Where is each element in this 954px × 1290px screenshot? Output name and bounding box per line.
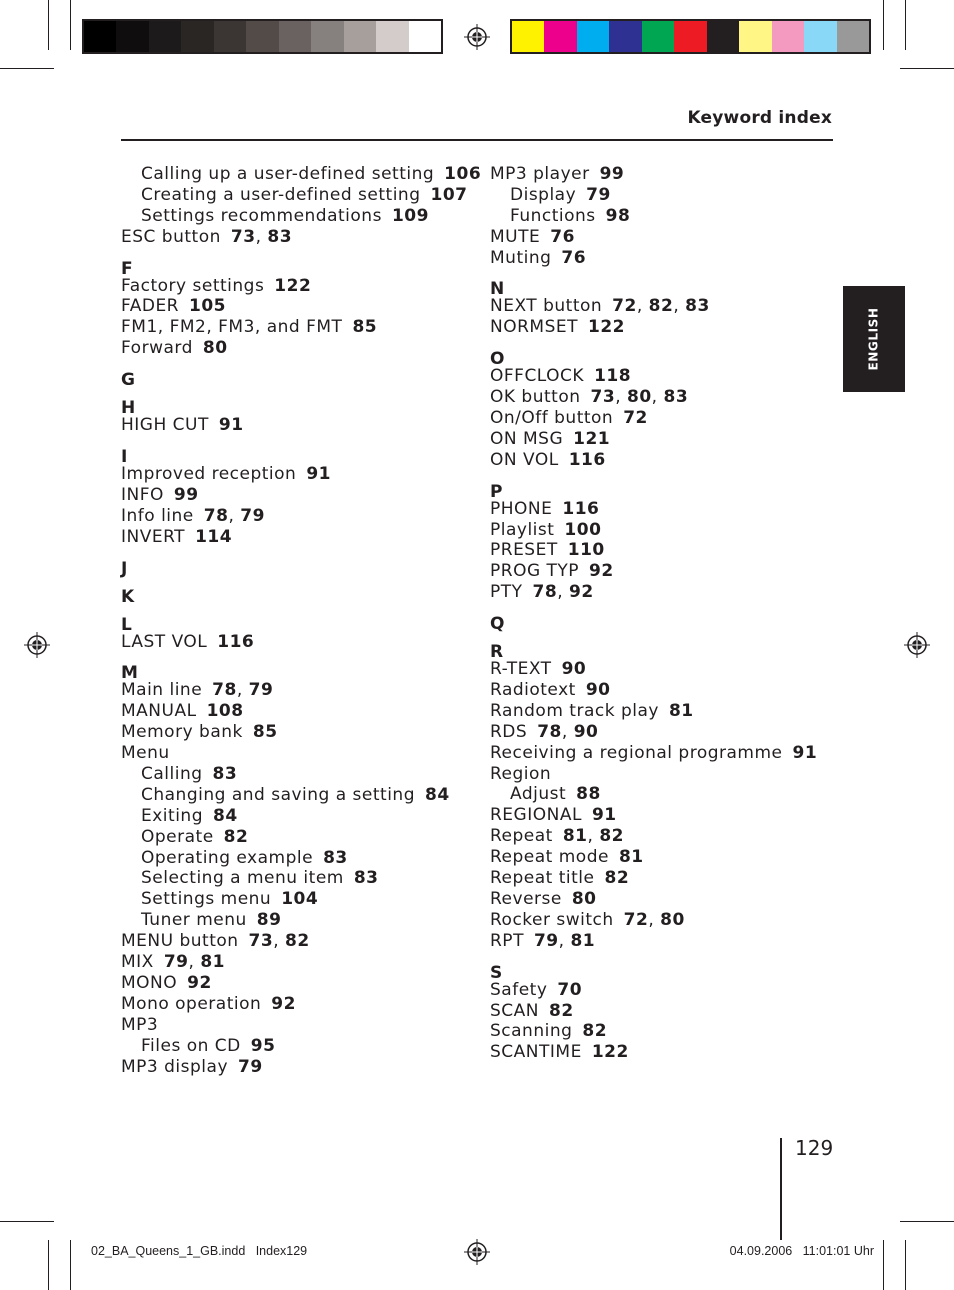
index-term: Tuner menu [141, 910, 247, 931]
color-swatch [772, 21, 804, 52]
color-swatch [544, 21, 576, 52]
index-entry [490, 429, 830, 450]
page-reference: 121 [573, 428, 611, 449]
index-entry [490, 659, 830, 680]
index-term: MUTE [490, 226, 541, 247]
page-number-rule [780, 1138, 782, 1240]
page-reference: 76 [561, 247, 587, 268]
page-reference: 85 [352, 317, 378, 338]
registration-mark-icon [464, 24, 490, 50]
index-term: On/Off button [490, 408, 614, 429]
page-reference: 90 [561, 659, 587, 680]
footer-datetime: 04.09.2006 11:01:01 Uhr [729, 1244, 874, 1258]
index-term: R-TEXT [490, 659, 552, 680]
index-entry [490, 540, 830, 561]
page-reference: 95 [250, 1035, 276, 1056]
page-reference: 91 [306, 464, 332, 485]
index-entry: NEXT button 72, 82, 83 [490, 296, 710, 317]
index-entry: PTY 78, 92 [490, 582, 594, 603]
index-letter-heading: J [121, 558, 128, 579]
gray-swatch [279, 21, 311, 52]
index-term: Reverse [490, 888, 562, 909]
color-swatch [642, 21, 674, 52]
index-subentry [490, 784, 830, 805]
index-entry: MIX 79, 81 [121, 952, 225, 973]
page-reference: 81 [618, 847, 644, 868]
index-entry [490, 889, 830, 910]
index-entry [121, 994, 481, 1015]
page-reference: 73 [248, 931, 274, 952]
index-term: Improved reception [121, 464, 297, 485]
index-entry [490, 1042, 830, 1063]
page-header-title: Keyword index [687, 108, 832, 128]
language-tab-label: ENGLISH [867, 307, 881, 371]
index-term: Rocker switch [490, 909, 614, 930]
page-reference: 107 [430, 184, 468, 205]
header-rule [121, 139, 833, 141]
page-reference: 81 [200, 952, 225, 973]
index-entry: Info line 78, 79 [121, 505, 265, 526]
index-term: Calling [141, 764, 203, 785]
registration-mark-icon [464, 1239, 490, 1265]
page-reference: 73 [230, 226, 256, 247]
index-term: Random track play [490, 700, 659, 721]
index-term: Functions [510, 205, 596, 226]
page-reference: 88 [576, 784, 601, 805]
index-entry: MENU button 73, 82 [121, 931, 310, 952]
index-term: Repeat mode [490, 847, 609, 868]
index-term: Changing and saving a setting [141, 784, 415, 805]
index-entry [121, 701, 481, 722]
index-entry [490, 805, 830, 826]
page-reference: 76 [550, 226, 575, 247]
index-entry [490, 980, 830, 1001]
index-entry [121, 276, 481, 297]
page-reference: 72 [623, 909, 649, 930]
color-swatch [674, 21, 706, 52]
page-reference: 82 [223, 826, 249, 847]
page-reference: 80 [627, 387, 652, 408]
page-reference: 83 [353, 868, 379, 889]
index-term: HIGH CUT [121, 415, 209, 436]
page-reference: 109 [391, 205, 429, 226]
index-term: MANUAL [121, 701, 197, 722]
page-reference: 105 [189, 296, 226, 317]
index-entry: Main line 78, 79 [121, 680, 274, 701]
page-reference: 116 [562, 498, 600, 519]
index-term: NORMSET [490, 317, 578, 338]
index-entry [490, 164, 830, 185]
page-reference: 79 [586, 184, 611, 205]
page-reference: 82 [549, 1000, 574, 1021]
page-reference: 110 [567, 540, 605, 561]
page-reference: 92 [271, 993, 296, 1014]
index-letter-heading: Q [490, 614, 505, 635]
index-subentry [121, 889, 481, 910]
crop-mark [905, 0, 906, 50]
page-reference: 70 [557, 979, 583, 1000]
registration-mark-icon [24, 632, 50, 658]
index-term: MENU button [121, 931, 239, 952]
footer-file-info: 02_BA_Queens_1_GB.indd Index129 [91, 1244, 308, 1258]
index-subentry [121, 785, 481, 806]
page-reference: 92 [589, 561, 614, 582]
index-entry [121, 1057, 481, 1078]
index-term: SCANTIME [490, 1042, 582, 1063]
page-reference: 82 [648, 296, 674, 317]
page-reference: 84 [212, 805, 238, 826]
index-term: PTY [490, 582, 523, 603]
crop-mark [48, 1240, 49, 1290]
index-subentry [121, 164, 481, 185]
page-reference: 78 [212, 680, 237, 701]
index-entry [490, 317, 830, 338]
index-term: Mono operation [121, 993, 262, 1014]
index-term: OFFCLOCK [490, 366, 585, 387]
index-entry [121, 1015, 481, 1036]
page-reference: 78 [203, 505, 229, 526]
index-entry [490, 499, 830, 520]
page-reference: 92 [569, 582, 594, 603]
page-reference: 100 [564, 519, 602, 540]
index-term: Exiting [141, 805, 203, 826]
crop-mark [883, 0, 884, 50]
page-reference: 78 [537, 721, 562, 742]
index-entry [121, 464, 481, 485]
index-entry [121, 722, 481, 743]
index-term: PROG TYP [490, 561, 580, 582]
page-reference: 82 [285, 931, 310, 952]
index-term: MP3 player [490, 164, 590, 184]
index-subentry [121, 206, 481, 227]
crop-mark [70, 1240, 71, 1290]
color-swatch [577, 21, 609, 52]
index-entry: ESC button 73, 83 [121, 226, 293, 247]
page-reference: 122 [591, 1042, 629, 1063]
page-reference: 83 [323, 847, 348, 868]
page-reference: 118 [594, 366, 632, 387]
gray-swatch [116, 21, 148, 52]
crop-mark [900, 68, 954, 69]
crop-mark [0, 68, 54, 69]
index-term: Adjust [510, 784, 567, 805]
page-reference: 79 [248, 680, 274, 701]
index-letter-heading: L [121, 614, 133, 635]
page-reference: 72 [612, 296, 637, 317]
page-reference: 83 [663, 387, 689, 408]
index-term: LAST VOL [121, 631, 208, 652]
index-term: Radiotext [490, 680, 576, 701]
index-letter-heading: O [490, 349, 505, 370]
index-letter-heading: M [121, 663, 139, 684]
page-reference: 81 [668, 700, 694, 721]
index-term: REGIONAL [490, 805, 582, 826]
index-term: Forward [121, 338, 193, 359]
page-reference: 79 [240, 505, 265, 526]
index-term: Files on CD [141, 1035, 241, 1056]
index-entry [490, 1021, 830, 1042]
page-reference: 114 [195, 526, 233, 547]
index-term: PRESET [490, 540, 558, 561]
index-term: Display [510, 184, 577, 205]
page-reference: 81 [562, 826, 588, 847]
index-entry [490, 227, 830, 248]
index-term: NEXT button [490, 296, 603, 317]
index-subentry [121, 185, 481, 206]
page-reference: 82 [582, 1021, 608, 1042]
page-reference: 83 [267, 226, 293, 247]
index-letter-heading: R [490, 642, 504, 663]
index-term: Muting [490, 247, 552, 268]
index-column-left [121, 164, 481, 1077]
page-reference: 78 [532, 582, 558, 603]
index-term: PHONE [490, 498, 553, 519]
gray-swatch [409, 21, 441, 52]
index-entry: RPT 79, 81 [490, 930, 596, 951]
index-column-right [490, 164, 830, 1063]
index-letter-heading: S [490, 962, 503, 983]
index-term: Info line [121, 505, 194, 526]
color-swatch [609, 21, 641, 52]
index-term: Receiving a regional programme [490, 742, 783, 763]
page-number: 129 [795, 1136, 834, 1160]
index-term: ON MSG [490, 428, 564, 449]
index-entry [490, 366, 830, 387]
index-entry [490, 764, 830, 785]
page-reference: 91 [792, 742, 818, 763]
crop-mark [48, 0, 49, 50]
index-entry: OK button 73, 80, 83 [490, 387, 689, 408]
index-subentry [121, 827, 481, 848]
page-reference: 91 [591, 805, 617, 826]
page-reference: 104 [281, 889, 319, 910]
index-subentry [121, 848, 481, 869]
page-reference: 116 [568, 449, 606, 470]
index-entry [121, 743, 481, 764]
gray-swatch [214, 21, 246, 52]
index-letter-heading: P [490, 481, 503, 502]
index-term: Creating a user-defined setting [141, 184, 421, 205]
index-subentry [121, 868, 481, 889]
index-term: Settings menu [141, 889, 272, 910]
index-entry [490, 847, 830, 868]
index-subentry [121, 1036, 481, 1057]
page-reference: 72 [623, 408, 648, 429]
page-reference: 79 [163, 952, 189, 973]
gray-swatch [344, 21, 376, 52]
gray-swatch [376, 21, 408, 52]
index-term: Factory settings [121, 275, 265, 296]
index-letter-heading: H [121, 398, 136, 419]
index-entry: RDS 78, 90 [490, 721, 599, 742]
index-term: RPT [490, 930, 524, 951]
index-term: RDS [490, 721, 528, 742]
index-term: Menu [121, 743, 170, 764]
index-letter-heading: G [121, 370, 136, 391]
index-entry [121, 296, 481, 317]
index-subentry [121, 764, 481, 785]
index-term: Operate [141, 826, 214, 847]
color-swatch [512, 21, 544, 52]
index-term: Selecting a menu item [141, 868, 344, 889]
page-reference: 91 [218, 415, 244, 436]
registration-mark-icon [904, 632, 930, 658]
index-entry [490, 248, 830, 269]
index-subentry [490, 185, 830, 206]
index-entry [121, 485, 481, 506]
index-term: MP3 display [121, 1056, 229, 1077]
index-term: INVERT [121, 526, 186, 547]
index-subentry [121, 910, 481, 931]
index-term: Settings recommendations [141, 205, 382, 226]
color-swatch-bar [510, 19, 871, 54]
index-term: MIX [121, 952, 154, 973]
page-reference: 80 [202, 338, 228, 359]
page-reference: 80 [571, 888, 597, 909]
gray-swatch [181, 21, 213, 52]
index-term: Scanning [490, 1021, 573, 1042]
gray-swatch [311, 21, 343, 52]
index-letter-heading: K [121, 586, 135, 607]
page-reference: 108 [206, 701, 244, 722]
index-letter-heading: N [490, 279, 505, 300]
index-term: INFO [121, 484, 164, 505]
page-reference: 84 [425, 784, 450, 805]
index-term: Memory bank [121, 722, 243, 743]
page-reference: 81 [570, 930, 596, 951]
crop-mark [883, 1240, 884, 1290]
page-reference: 116 [217, 631, 255, 652]
crop-mark [905, 1240, 906, 1290]
index-term: FADER [121, 296, 179, 317]
index-term: Playlist [490, 519, 555, 540]
index-term: ON VOL [490, 449, 559, 470]
index-entry [490, 561, 830, 582]
index-entry [121, 317, 481, 338]
index-term: Operating example [141, 847, 314, 868]
page-reference: 122 [588, 317, 625, 338]
page-reference: 82 [599, 826, 624, 847]
index-letter-heading: I [121, 447, 128, 468]
gray-swatch [149, 21, 181, 52]
page-reference: 89 [256, 910, 282, 931]
index-entry [121, 415, 481, 436]
index-entry [490, 450, 830, 471]
color-swatch [707, 21, 739, 52]
page-reference: 85 [252, 722, 278, 743]
crop-mark [70, 0, 71, 50]
index-letter-heading: F [121, 258, 134, 279]
page-reference: 92 [187, 972, 212, 993]
page-reference: 99 [599, 164, 625, 184]
index-term: Repeat title [490, 868, 595, 889]
index-subentry [490, 206, 830, 227]
page-reference: 83 [685, 296, 710, 317]
gray-swatch [246, 21, 278, 52]
index-term: Region [490, 763, 552, 784]
page-reference: 73 [590, 387, 616, 408]
index-term: Repeat [490, 826, 553, 847]
index-term: ESC button [121, 226, 221, 247]
color-swatch [804, 21, 836, 52]
index-entry [490, 1001, 830, 1022]
color-swatch [739, 21, 771, 52]
page-reference: 122 [274, 275, 312, 296]
page-reference: 106 [444, 164, 482, 184]
index-subentry [121, 806, 481, 827]
color-swatch [837, 21, 869, 52]
index-entry [490, 680, 830, 701]
page-reference: 80 [660, 909, 685, 930]
index-entry [490, 520, 830, 541]
index-entry [490, 743, 830, 764]
index-term: MONO [121, 972, 178, 993]
index-term: FM1, FM2, FM3, and FMT [121, 317, 343, 338]
language-tab [843, 286, 905, 392]
index-entry: Repeat 81, 82 [490, 826, 624, 847]
index-entry [490, 701, 830, 722]
page-reference: 82 [604, 868, 630, 889]
page-reference: 90 [585, 680, 611, 701]
index-entry [490, 868, 830, 889]
page-reference: 83 [212, 764, 238, 785]
page-reference: 90 [573, 721, 599, 742]
index-term: Calling up a user-defined setting [141, 164, 435, 184]
grayscale-swatch-bar [82, 19, 443, 54]
index-term: Safety [490, 979, 548, 1000]
index-term: MP3 [121, 1014, 159, 1035]
gray-swatch [84, 21, 116, 52]
index-entry [490, 408, 830, 429]
crop-mark [0, 1221, 54, 1222]
page-reference: 79 [238, 1056, 263, 1077]
index-term: Main line [121, 680, 203, 701]
index-entry [121, 338, 481, 359]
index-entry [121, 527, 481, 548]
index-term: OK button [490, 387, 581, 408]
index-entry: Rocker switch 72, 80 [490, 909, 685, 930]
index-entry [121, 632, 481, 653]
page-reference: 79 [533, 930, 559, 951]
crop-mark [900, 1221, 954, 1222]
index-entry [121, 973, 481, 994]
page-reference: 98 [605, 205, 631, 226]
page-reference: 99 [173, 484, 199, 505]
index-term: SCAN [490, 1000, 540, 1021]
